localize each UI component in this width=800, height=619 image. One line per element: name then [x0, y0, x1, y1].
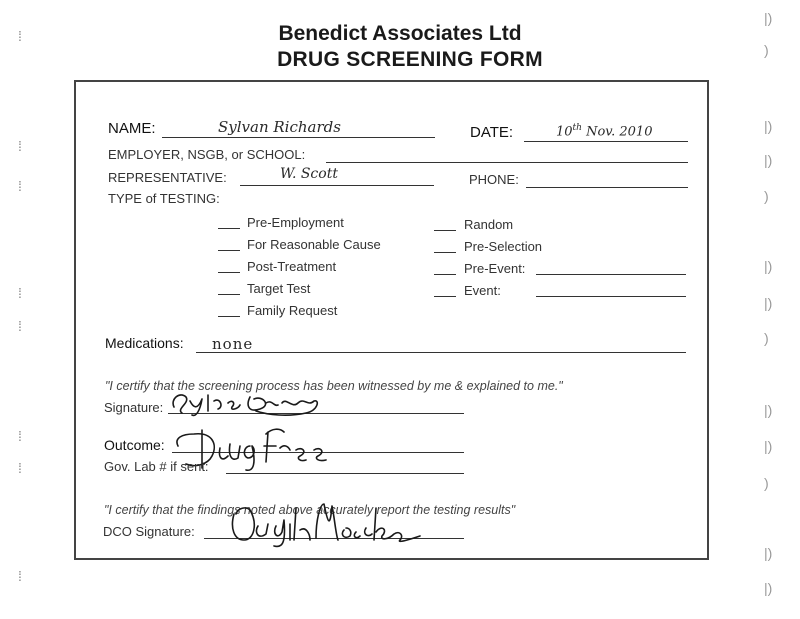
- employer-line[interactable]: [326, 162, 688, 163]
- pre-event-label: Pre-Event:: [464, 261, 526, 276]
- punch-hole-mark: ⁞: [18, 138, 22, 154]
- event-line[interactable]: [536, 296, 686, 297]
- punch-hole-mark: ⁞: [18, 428, 22, 444]
- employer-label: EMPLOYER, NSGB, or SCHOOL:: [108, 147, 306, 162]
- pre-event-line[interactable]: [536, 274, 686, 275]
- pre-selection-label: Pre-Selection: [464, 239, 543, 254]
- name-value[interactable]: Sylvan Richards: [218, 118, 341, 136]
- post-treatment-label: Post-Treatment: [247, 259, 337, 274]
- representative-label: REPRESENTATIVE:: [108, 170, 227, 185]
- signature-label: Signature:: [104, 400, 164, 415]
- dco-statement: "I certify that the findings noted above accurately report the testing results": [104, 503, 516, 517]
- pre-employment-checkbox[interactable]: [218, 228, 240, 229]
- date-value[interactable]: [556, 123, 652, 139]
- punch-hole-mark: ⁞: [18, 318, 22, 334]
- target-test-checkbox[interactable]: [218, 294, 240, 295]
- name-label: NAME:: [108, 120, 156, 137]
- edge-mark: ): [764, 330, 769, 346]
- edge-mark: |): [764, 10, 773, 26]
- event-label: Event:: [464, 283, 501, 298]
- pre-employment-label: Pre-Employment: [247, 215, 344, 230]
- outcome-label: Outcome:: [104, 437, 165, 453]
- company-name: Benedict Associates Ltd: [278, 22, 522, 45]
- family-request-checkbox[interactable]: [218, 316, 240, 317]
- punch-hole-mark: ⁞: [18, 285, 22, 301]
- date-suffix: th: [572, 123, 582, 133]
- random-checkbox[interactable]: [434, 230, 456, 231]
- type-of-testing-label: TYPE of TESTING:: [108, 191, 220, 206]
- medications-value[interactable]: none: [212, 335, 254, 353]
- form-title: DRUG SCREENING FORM: [277, 48, 543, 71]
- representative-value[interactable]: W. Scott: [280, 166, 338, 182]
- pre-event-checkbox[interactable]: [434, 274, 456, 275]
- reasonable-cause-label: For Reasonable Cause: [247, 237, 381, 252]
- punch-hole-mark: ⁞: [18, 178, 22, 194]
- phone-label: PHONE:: [469, 172, 519, 187]
- edge-mark: |): [764, 152, 773, 168]
- edge-mark: |): [764, 295, 773, 311]
- date-label: DATE:: [470, 124, 514, 141]
- punch-hole-mark: ⁞: [18, 568, 22, 584]
- punch-hole-mark: ⁞: [18, 28, 22, 44]
- pre-selection-checkbox[interactable]: [434, 252, 456, 253]
- edge-mark: |): [764, 580, 773, 596]
- gov-lab-label: Gov. Lab # if sent:: [104, 459, 209, 474]
- date-rest: Nov. 2010: [586, 124, 653, 140]
- date-line: [524, 141, 688, 142]
- edge-mark: |): [764, 258, 773, 274]
- name-line: [162, 137, 435, 138]
- gov-lab-line[interactable]: [226, 473, 464, 474]
- edge-mark: |): [764, 438, 773, 454]
- dco-signature[interactable]: [224, 494, 424, 548]
- edge-mark: ): [764, 42, 769, 58]
- random-label: Random: [464, 217, 514, 232]
- phone-line[interactable]: [526, 187, 688, 188]
- representative-line: [240, 185, 434, 186]
- family-request-label: Family Request: [247, 303, 338, 318]
- edge-mark: |): [764, 402, 773, 418]
- edge-mark: |): [764, 118, 773, 134]
- dco-signature-label: DCO Signature:: [103, 524, 195, 539]
- event-checkbox[interactable]: [434, 296, 456, 297]
- witness-statement: "I certify that the screening process has been witnessed by me & explained to me.": [105, 379, 563, 393]
- edge-mark: ): [764, 188, 769, 204]
- medications-line: [196, 352, 686, 353]
- date-day: 10: [556, 124, 573, 140]
- post-treatment-checkbox[interactable]: [218, 272, 240, 273]
- edge-mark: |): [764, 545, 773, 561]
- punch-hole-mark: ⁞: [18, 460, 22, 476]
- reasonable-cause-checkbox[interactable]: [218, 250, 240, 251]
- medications-label: Medications:: [105, 335, 184, 351]
- edge-mark: ): [764, 475, 769, 491]
- target-test-label: Target Test: [247, 281, 311, 296]
